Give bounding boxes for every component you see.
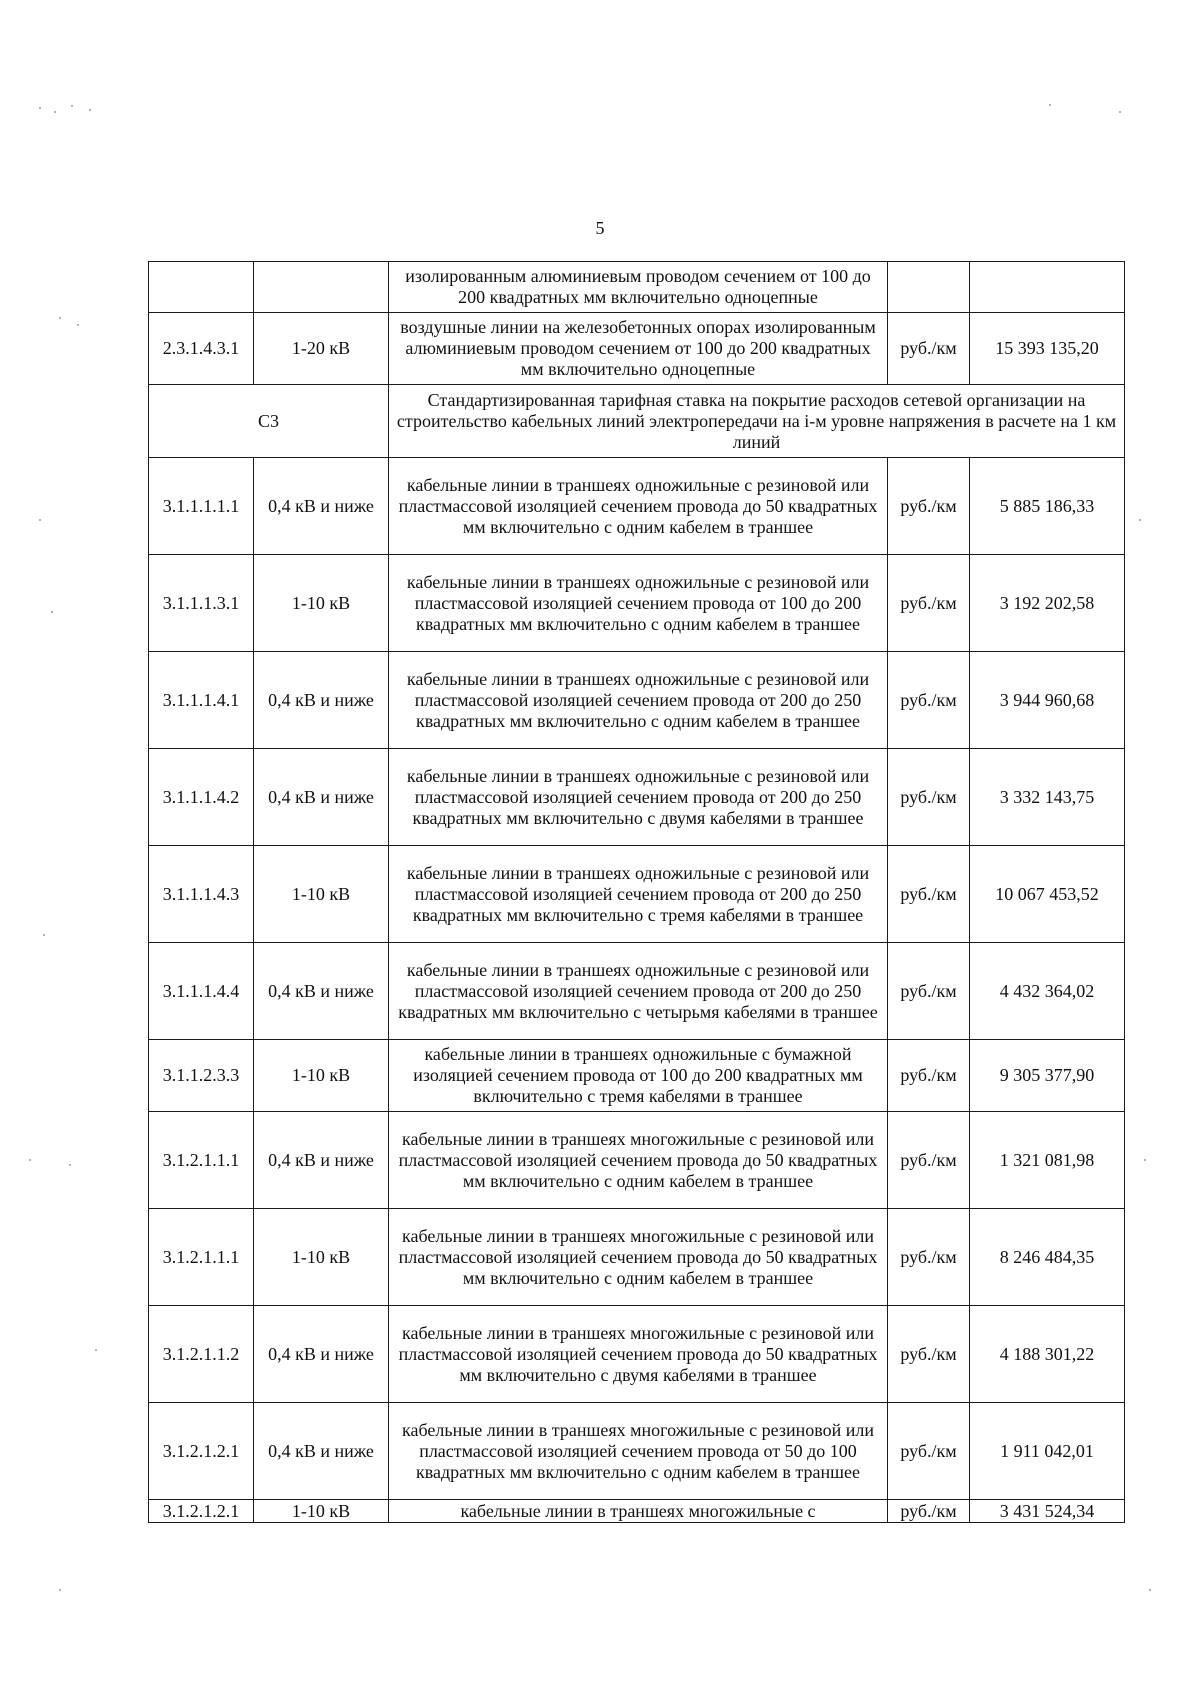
voltage-cell: 1-10 кВ (254, 846, 389, 943)
unit-cell: руб./км (888, 943, 970, 1040)
table-row (149, 749, 1125, 846)
description-cell: кабельные линии в траншеях одножильные с резиновой или пластмассовой изоляцией сечением провода до 50 квадратных мм включительно с одним кабелем в траншее (389, 458, 888, 555)
code-cell: 3.1.1.1.4.4 (149, 943, 254, 1040)
voltage-cell: 1-10 кВ (254, 1209, 389, 1306)
section-description: Стандартизированная тарифная ставка на покрытие расходов сетевой организации на строительство кабельных линий электропередачи на i-м уровне напряжения в расчете на 1 км линий (389, 385, 1125, 458)
description-cell: воздушные линии на железобетонных опорах изолированным алюминиевым проводом сечением от 100 до 200 квадратных мм включительно одноцепные (389, 313, 888, 385)
unit-cell: руб./км (888, 1306, 970, 1403)
description-cell: кабельные линии в траншеях многожильные с резиновой или пластмассовой изоляцией сечением провода до 50 квадратных мм включительно с двумя кабелями в траншее (389, 1306, 888, 1403)
table-row (149, 555, 1125, 652)
price-cell: 1 911 042,01 (970, 1403, 1125, 1500)
table-row (149, 1040, 1125, 1112)
unit-cell: руб./км (888, 652, 970, 749)
price-cell: 4 432 364,02 (970, 943, 1125, 1040)
code-cell: 3.1.1.1.4.3 (149, 846, 254, 943)
section-row-c3 (149, 385, 1125, 458)
unit-cell: руб./км (888, 555, 970, 652)
voltage-cell: 0,4 кВ и ниже (254, 943, 389, 1040)
unit-cell: руб./км (888, 1112, 970, 1209)
voltage-cell: 1-10 кВ (254, 1040, 389, 1112)
voltage-cell: 0,4 кВ и ниже (254, 749, 389, 846)
price-cell: 8 246 484,35 (970, 1209, 1125, 1306)
code-cell: 3.1.1.1.4.2 (149, 749, 254, 846)
voltage-cell: 0,4 кВ и ниже (254, 1403, 389, 1500)
table-row (149, 1112, 1125, 1209)
unit-cell: руб./км (888, 313, 970, 385)
page-number: 5 (595, 218, 605, 238)
table-row-continuation (149, 262, 1125, 313)
code-cell: 3.1.2.1.1.1 (149, 1112, 254, 1209)
description-cell: кабельные линии в траншеях одножильные с бумажной изоляцией сечением провода от 100 до 200 квадратных мм включительно с тремя кабелями в траншее (389, 1040, 888, 1112)
code-cell: 3.1.2.1.2.1 (149, 1403, 254, 1500)
description-cell: кабельные линии в траншеях одножильные с резиновой или пластмассовой изоляцией сечением провода от 100 до 200 квадратных мм включительно с одним кабелем в траншее (389, 555, 888, 652)
code-cell: 3.1.2.1.1.1 (149, 1209, 254, 1306)
price-cell: 15 393 135,20 (970, 313, 1125, 385)
description-cell: кабельные линии в траншеях многожильные с резиновой или пластмассовой изоляцией сечением провода до 50 квадратных мм включительно с одним кабелем в траншее (389, 1209, 888, 1306)
unit-cell: руб./км (888, 846, 970, 943)
price-cell: 3 431 524,34 (970, 1500, 1125, 1523)
table-row (149, 1500, 1125, 1523)
description-cell: кабельные линии в траншеях одножильные с резиновой или пластмассовой изоляцией сечением провода от 200 до 250 квадратных мм включительно с тремя кабелями в траншее (389, 846, 888, 943)
table-row (149, 313, 1125, 385)
code-cell: 3.1.2.1.2.1 (149, 1500, 254, 1523)
price-cell: 4 188 301,22 (970, 1306, 1125, 1403)
table-row (149, 1306, 1125, 1403)
table-row (149, 1403, 1125, 1500)
voltage-cell: 1-20 кВ (254, 313, 389, 385)
description-cell: кабельные линии в траншеях многожильные с резиновой или пластмассовой изоляцией сечением провода от 50 до 100 квадратных мм включительно с одним кабелем в траншее (389, 1403, 888, 1500)
unit-cell: руб./км (888, 1500, 970, 1523)
description-cell: изолированным алюминиевым проводом сечением от 100 до 200 квадратных мм включительно одноцепные (389, 262, 888, 313)
description-cell: кабельные линии в траншеях одножильные с резиновой или пластмассовой изоляцией сечением провода от 200 до 250 квадратных мм включительно с одним кабелем в траншее (389, 652, 888, 749)
unit-cell: руб./км (888, 458, 970, 555)
voltage-cell: 0,4 кВ и ниже (254, 1112, 389, 1209)
price-cell: 1 321 081,98 (970, 1112, 1125, 1209)
voltage-cell: 0,4 кВ и ниже (254, 1306, 389, 1403)
voltage-cell: 0,4 кВ и ниже (254, 652, 389, 749)
description-cell: кабельные линии в траншеях одножильные с резиновой или пластмассовой изоляцией сечением провода от 200 до 250 квадратных мм включительно с двумя кабелями в траншее (389, 749, 888, 846)
code-cell: 3.1.1.1.4.1 (149, 652, 254, 749)
code-cell: 2.3.1.4.3.1 (149, 313, 254, 385)
description-cell: кабельные линии в траншеях многожильные с резиновой или пластмассовой изоляцией сечением провода до 50 квадратных мм включительно с одним кабелем в траншее (389, 1112, 888, 1209)
tariff-rate-table (148, 261, 1125, 1523)
voltage-cell: 1-10 кВ (254, 1500, 389, 1523)
price-cell: 9 305 377,90 (970, 1040, 1125, 1112)
voltage-cell: 1-10 кВ (254, 555, 389, 652)
price-cell: 10 067 453,52 (970, 846, 1125, 943)
code-cell (149, 262, 254, 313)
price-cell: 5 885 186,33 (970, 458, 1125, 555)
unit-cell: руб./км (888, 749, 970, 846)
unit-cell (888, 262, 970, 313)
price-cell: 3 332 143,75 (970, 749, 1125, 846)
table-row (149, 1209, 1125, 1306)
description-cell: кабельные линии в траншеях многожильные с (389, 1500, 888, 1523)
voltage-cell (254, 262, 389, 313)
unit-cell: руб./км (888, 1040, 970, 1112)
unit-cell: руб./км (888, 1209, 970, 1306)
description-cell: кабельные линии в траншеях одножильные с резиновой или пластмассовой изоляцией сечением провода от 200 до 250 квадратных мм включительно с четырьмя кабелями в траншее (389, 943, 888, 1040)
voltage-cell: 0,4 кВ и ниже (254, 458, 389, 555)
price-cell: 3 944 960,68 (970, 652, 1125, 749)
code-cell: 3.1.1.1.1.1 (149, 458, 254, 555)
table-row (149, 846, 1125, 943)
table-row (149, 943, 1125, 1040)
table-row (149, 458, 1125, 555)
code-cell: 3.1.1.1.3.1 (149, 555, 254, 652)
section-label: С3 (149, 385, 389, 458)
price-cell: 3 192 202,58 (970, 555, 1125, 652)
price-cell (970, 262, 1125, 313)
table-row (149, 652, 1125, 749)
unit-cell: руб./км (888, 1403, 970, 1500)
code-cell: 3.1.2.1.1.2 (149, 1306, 254, 1403)
code-cell: 3.1.1.2.3.3 (149, 1040, 254, 1112)
